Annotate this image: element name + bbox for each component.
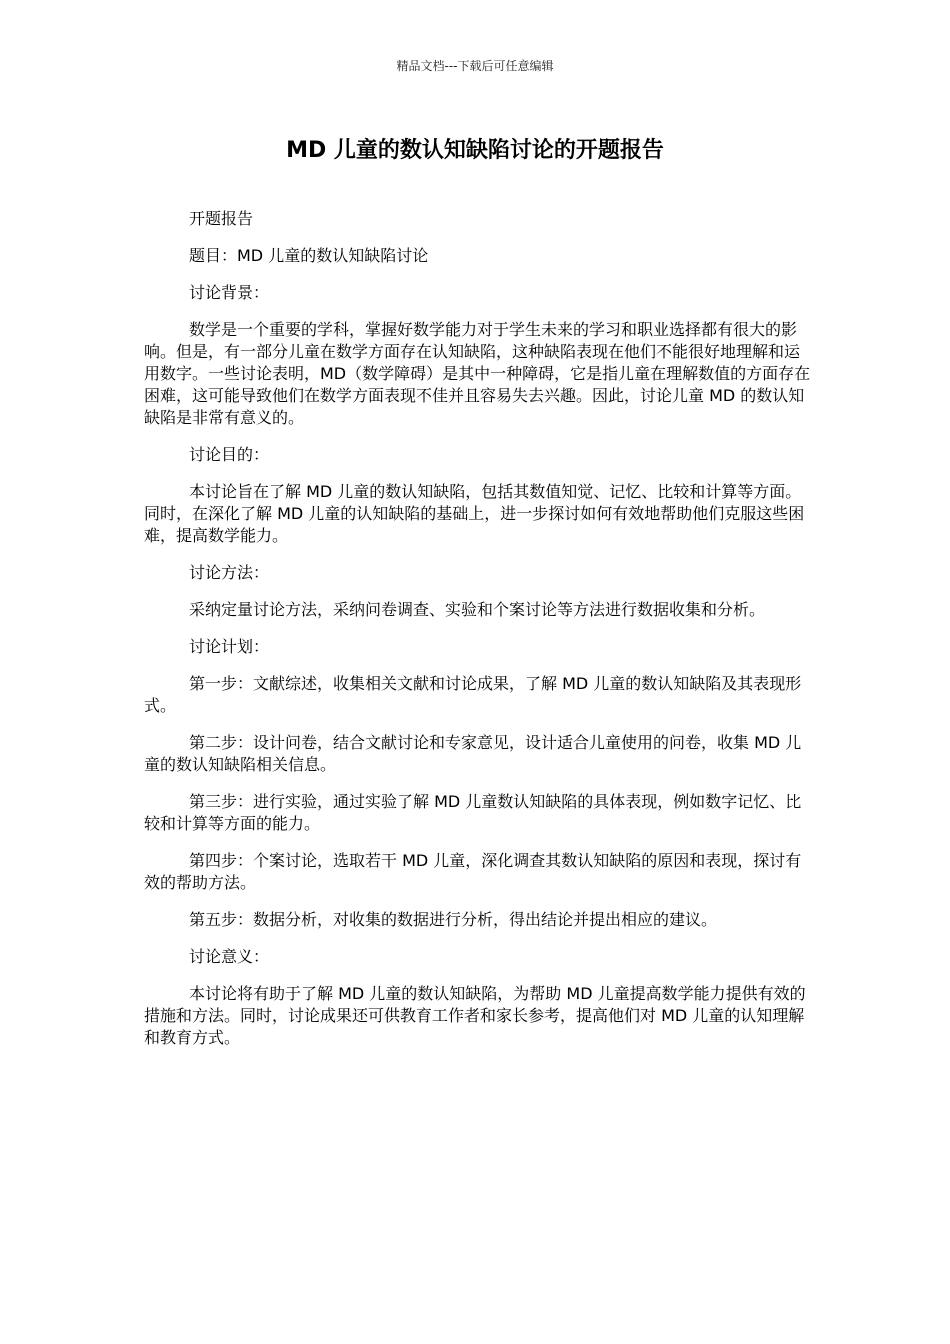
paragraph-report-label: 开题报告 — [189, 209, 254, 228]
heading-method: 讨论方法： — [189, 563, 270, 582]
paragraph-plan-step-2: 第二步：设计问卷，结合文献讨论和专家意见，设计适合儿童使用的问卷，收集 MD 儿童的数认知缺陷相关信息。 — [144, 733, 802, 774]
paragraph-background: 数学是一个重要的学科，掌握好数学能力对于学生未来的学习和职业选择都有很大的影响。但是，有一部分儿童在数学方面存在认知缺陷，这种缺陷表现在他们不能很好地理解和运用数字。一些讨论表明，MD（数学障碍）是其中一种障碍，它是指儿童在理解数值的方面存在困难，这可能导致他们在数学方面表现不佳并且容易失去兴趣。因此，讨论儿童 MD 的数认知缺陷是非常有意义的。 — [144, 320, 811, 427]
paragraph-significance: 本讨论将有助于了解 MD 儿童的数认知缺陷，为帮助 MD 儿童提高数学能力提供有效的措施和方法。同时，讨论成果还可供教育工作者和家长参考，提高他们对 MD 儿童的认知理解和教育方式。 — [144, 984, 806, 1047]
document-body — [144, 208, 812, 1064]
heading-significance: 讨论意义： — [189, 947, 270, 966]
paragraph-plan-step-5: 第五步：数据分析，对收集的数据进行分析，得出结论并提出相应的建议。 — [189, 910, 718, 929]
paragraph-plan-step-4: 第四步：个案讨论，选取若干 MD 儿童，深化调查其数认知缺陷的原因和表现，探讨有效的帮助方法。 — [144, 851, 802, 892]
heading-plan: 讨论计划： — [189, 637, 270, 656]
paragraph-plan-step-3: 第三步：进行实验，通过实验了解 MD 儿童数认知缺陷的具体表现，例如数字记忆、比较和计算等方面的能力。 — [144, 792, 802, 833]
paragraph-plan-step-1: 第一步：文献综述，收集相关文献和讨论成果，了解 MD 儿童的数认知缺陷及其表现形式。 — [144, 674, 802, 715]
paragraph-topic: 题目：MD 儿童的数认知缺陷讨论 — [189, 246, 429, 265]
header-note: 精品文档---下载后可任意编辑 — [396, 59, 554, 73]
paragraph-method: 采纳定量讨论方法，采纳问卷调查、实验和个案讨论等方法进行数据收集和分析。 — [189, 600, 766, 619]
paragraph-purpose: 本讨论旨在了解 MD 儿童的数认知缺陷，包括其数值知觉、记忆、比较和计算等方面。同时，在深化了解 MD 儿童的认知缺陷的基础上，进一步探讨如何有效地帮助他们克服这些困难，提高数学能力。 — [144, 482, 805, 545]
heading-purpose: 讨论目的： — [189, 445, 270, 464]
heading-background: 讨论背景： — [189, 283, 270, 302]
document-title: MD 儿童的数认知缺陷讨论的开题报告 — [286, 138, 664, 163]
